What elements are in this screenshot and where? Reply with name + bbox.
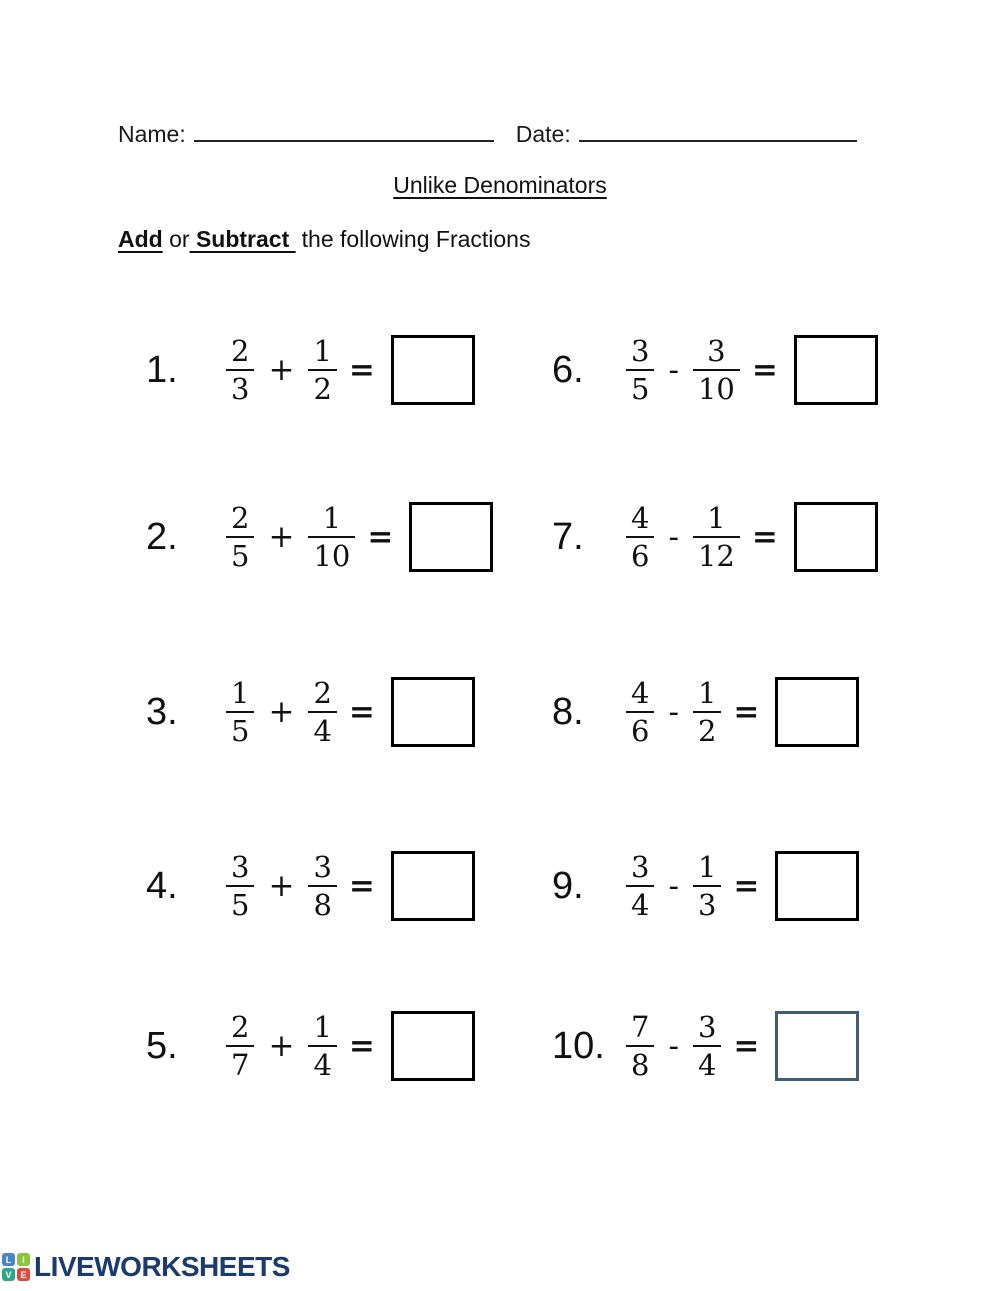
equals-sign: = [348, 352, 375, 388]
second-fraction-denominator: 4 [308, 711, 336, 746]
second-fraction-numerator: 3 [707, 333, 726, 368]
first-fraction-numerator: 3 [631, 849, 650, 884]
second-fraction-denominator: 4 [693, 1045, 721, 1080]
problem-number: 10. [552, 1024, 605, 1067]
first-fraction [626, 849, 654, 922]
instruction-rest: the following Fractions [301, 226, 531, 252]
first-fraction-denominator: 7 [226, 1045, 254, 1080]
first-fraction-denominator: 5 [626, 369, 654, 404]
problem-8 [552, 657, 859, 767]
first-fraction-numerator: 2 [231, 1009, 250, 1044]
equals-sign: = [733, 1028, 760, 1064]
second-fraction-numerator: 1 [313, 333, 332, 368]
answer-box[interactable] [391, 677, 475, 747]
second-fraction [693, 500, 740, 573]
problem-row [0, 482, 1000, 592]
first-fraction-numerator: 4 [631, 675, 650, 710]
instructions-line [118, 226, 530, 253]
first-fraction-numerator: 2 [231, 333, 250, 368]
second-fraction-denominator: 10 [308, 536, 355, 571]
second-fraction [693, 333, 740, 406]
first-fraction [226, 849, 254, 922]
second-fraction-denominator: 3 [693, 885, 721, 920]
second-fraction-denominator: 12 [693, 536, 740, 571]
operator-sign: + [268, 694, 295, 730]
equals-sign: = [751, 352, 778, 388]
logo-tile-v: V [2, 1268, 15, 1281]
first-fraction-numerator: 3 [631, 333, 650, 368]
problem-number: 3. [146, 690, 178, 733]
second-fraction [693, 1009, 721, 1082]
first-fraction [226, 333, 254, 406]
answer-box[interactable] [391, 335, 475, 405]
second-fraction [308, 1009, 336, 1082]
problem-number: 4. [146, 864, 178, 907]
name-label: Name: [118, 121, 186, 147]
problem-row [0, 657, 1000, 767]
second-fraction [308, 675, 336, 748]
second-fraction-numerator: 3 [697, 1009, 717, 1044]
problem-row [0, 831, 1000, 941]
second-fraction-numerator: 1 [697, 675, 717, 710]
second-fraction-numerator: 1 [322, 500, 342, 535]
first-fraction-denominator: 6 [626, 711, 654, 746]
first-fraction [226, 500, 254, 573]
first-fraction [626, 1009, 654, 1082]
first-fraction [626, 500, 654, 573]
logo-tile-i: I [17, 1253, 30, 1266]
second-fraction-numerator: 1 [697, 849, 717, 884]
problem-4 [146, 831, 475, 941]
logo-tile-l: L [2, 1253, 15, 1266]
equals-sign: = [733, 868, 760, 904]
instruction-add: Add [118, 226, 163, 252]
second-fraction-numerator: 1 [707, 500, 726, 535]
equals-sign: = [751, 519, 778, 555]
answer-box[interactable] [391, 1011, 475, 1081]
answer-box[interactable] [775, 851, 859, 921]
first-fraction [226, 675, 254, 748]
first-fraction [226, 1009, 254, 1082]
answer-box[interactable] [775, 677, 859, 747]
second-fraction-denominator: 4 [308, 1045, 336, 1080]
problem-9 [552, 831, 859, 941]
problem-7 [552, 482, 878, 592]
liveworksheets-brand-text: LIVEWORKSHEETS [34, 1251, 290, 1282]
first-fraction-denominator: 5 [226, 711, 254, 746]
problem-row [0, 991, 1000, 1101]
operator-sign: - [668, 868, 679, 904]
first-fraction-numerator: 2 [231, 500, 250, 535]
first-fraction-denominator: 6 [626, 536, 654, 571]
operator-sign: - [668, 352, 679, 388]
instruction-or: or [162, 226, 190, 252]
first-fraction-denominator: 5 [226, 536, 254, 571]
liveworksheets-logo-icon [2, 1253, 30, 1281]
equals-sign: = [348, 694, 375, 730]
answer-box[interactable] [391, 851, 475, 921]
operator-sign: - [668, 1028, 679, 1064]
second-fraction [308, 500, 355, 573]
problem-number: 2. [146, 515, 178, 558]
second-fraction [693, 849, 721, 922]
problem-number: 8. [552, 690, 584, 733]
first-fraction-numerator: 3 [231, 849, 250, 884]
problem-row [0, 315, 1000, 425]
date-label: Date: [515, 121, 571, 147]
first-fraction-denominator: 8 [626, 1045, 654, 1080]
second-fraction-denominator: 2 [693, 711, 721, 746]
second-fraction-denominator: 8 [308, 885, 336, 920]
first-fraction [626, 675, 654, 748]
operator-sign: + [268, 519, 295, 555]
answer-box[interactable] [775, 1011, 859, 1081]
equals-sign: = [367, 519, 394, 555]
instruction-subtract: Subtract [189, 226, 296, 252]
problem-number: 7. [552, 515, 584, 558]
name-date-row [118, 116, 880, 148]
problem-1 [146, 315, 475, 425]
second-fraction-denominator: 2 [308, 369, 336, 404]
first-fraction-denominator: 5 [226, 885, 254, 920]
first-fraction-denominator: 4 [626, 885, 654, 920]
date-blank-line [579, 116, 857, 142]
problem-2 [146, 482, 493, 592]
operator-sign: - [668, 519, 679, 555]
first-fraction-denominator: 3 [226, 369, 254, 404]
second-fraction-denominator: 10 [693, 369, 740, 404]
problem-5 [146, 991, 475, 1101]
problem-number: 1. [146, 348, 178, 391]
second-fraction [308, 849, 336, 922]
operator-sign: - [668, 694, 679, 730]
problem-3 [146, 657, 475, 767]
problem-10 [552, 991, 859, 1101]
logo-tile-e: E [17, 1268, 30, 1281]
second-fraction-numerator: 3 [313, 849, 332, 884]
answer-box[interactable] [409, 502, 493, 572]
first-fraction-numerator: 7 [631, 1009, 650, 1044]
operator-sign: + [268, 352, 295, 388]
problem-6 [552, 315, 878, 425]
operator-sign: + [268, 868, 295, 904]
first-fraction [626, 333, 654, 406]
second-fraction-numerator: 2 [313, 675, 332, 710]
problem-number: 9. [552, 864, 584, 907]
worksheet-title: Unlike Denominators [393, 172, 607, 198]
liveworksheets-logo [2, 1251, 290, 1283]
first-fraction-numerator: 1 [231, 675, 250, 710]
second-fraction [308, 333, 336, 406]
equals-sign: = [348, 868, 375, 904]
second-fraction-numerator: 1 [313, 1009, 332, 1044]
second-fraction [693, 675, 721, 748]
problem-number: 5. [146, 1024, 178, 1067]
first-fraction-numerator: 4 [631, 500, 650, 535]
name-blank-line [194, 116, 494, 142]
equals-sign: = [348, 1028, 375, 1064]
answer-box[interactable] [794, 502, 878, 572]
equals-sign: = [733, 694, 760, 730]
operator-sign: + [268, 1028, 295, 1064]
answer-box[interactable] [794, 335, 878, 405]
problem-number: 6. [552, 348, 584, 391]
